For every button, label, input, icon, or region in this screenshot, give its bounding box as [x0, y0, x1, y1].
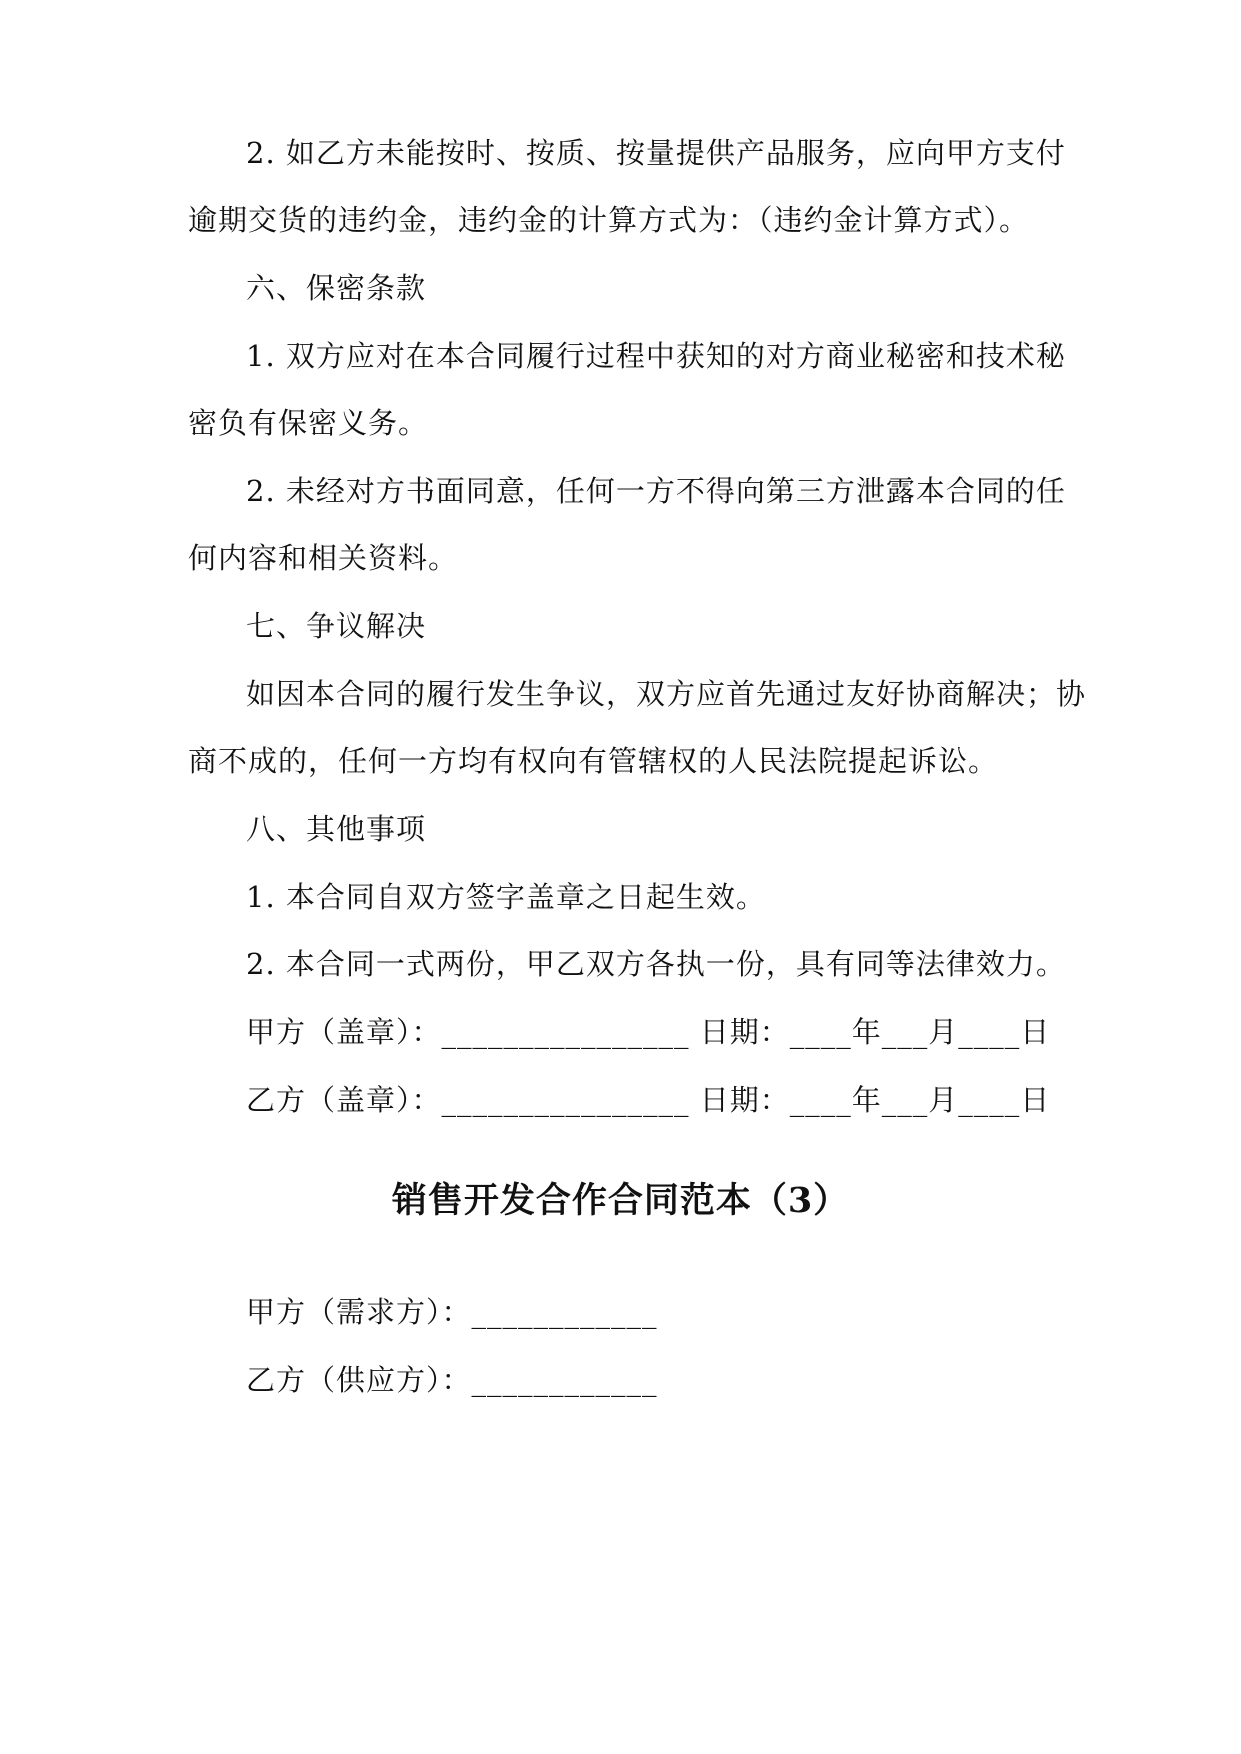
paragraph-line: 1. 双方应对在本合同履行过程中获知的对方商业秘密和技术秘 [246, 339, 1066, 373]
paragraph-line: 2. 如乙方未能按时、按质、按量提供产品服务，应向甲方支付 [246, 136, 1066, 170]
party-a-field: 甲方（需求方）：____________ [246, 1295, 658, 1329]
section-heading: 七、争议解决 [246, 609, 427, 643]
paragraph-line: 逾期交货的违约金，违约金的计算方式为：（违约金计算方式）。 [188, 203, 1030, 237]
paragraph-line: 2. 未经对方书面同意，任何一方不得向第三方泄露本合同的任 [246, 474, 1066, 508]
signature-line-party-a: 甲方（盖章）：________________ 日期：____年___月____日 [246, 1015, 1051, 1049]
paragraph-line: 2. 本合同一式两份，甲乙双方各执一份，具有同等法律效力。 [246, 947, 1066, 981]
paragraph-line: 如因本合同的履行发生争议，双方应首先通过友好协商解决；协 [246, 677, 1087, 711]
section-heading: 六、保密条款 [246, 271, 427, 305]
party-b-field: 乙方（供应方）：____________ [246, 1363, 658, 1397]
paragraph-line: 商不成的，任何一方均有权向有管辖权的人民法院提起诉讼。 [188, 744, 999, 778]
document-title: 销售开发合作合同范本（3） [391, 1180, 850, 1221]
paragraph-line: 1. 本合同自双方签字盖章之日起生效。 [246, 880, 766, 914]
paragraph-line: 密负有保密义务。 [188, 406, 429, 440]
section-heading: 八、其他事项 [246, 812, 427, 846]
paragraph-line: 何内容和相关资料。 [188, 541, 459, 575]
signature-line-party-b: 乙方（盖章）：________________ 日期：____年___月____日 [246, 1083, 1051, 1117]
